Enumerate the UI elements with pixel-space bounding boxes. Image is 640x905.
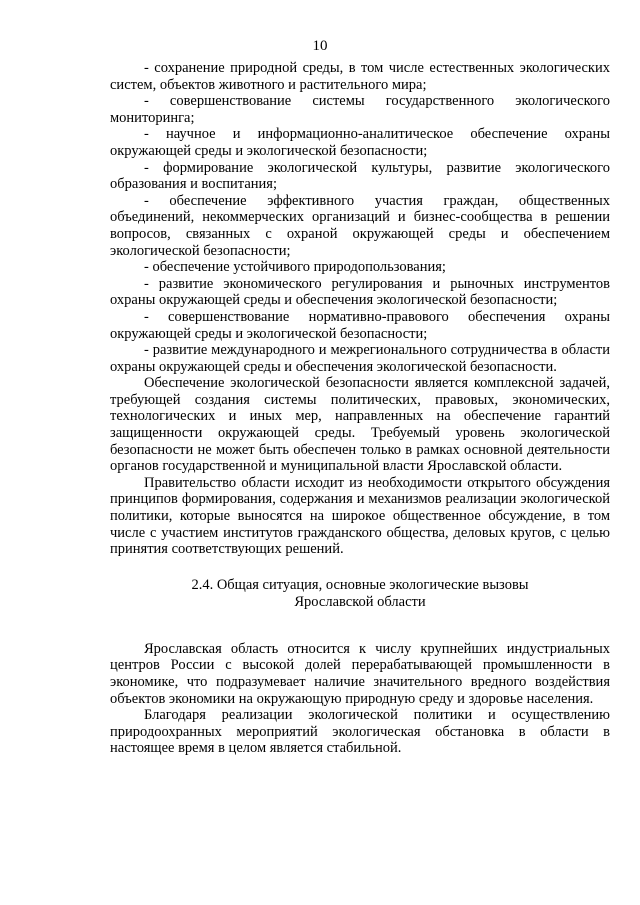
list-item: - обеспечение эффективного участия граждан, общественных объединений, некоммерческих организаций и бизнес-сообщества в решении вопросов, связанных с охраной окружающей среды и обеспечением экологической безопасности;: [110, 192, 610, 259]
list-item: - обеспечение устойчивого природопользования;: [144, 259, 446, 276]
section-heading-line: Ярославской области: [294, 593, 426, 610]
document-body: [110, 60, 610, 757]
list-item: - развитие международного и межрегионального сотрудничества в области охраны окружающей среды и обеспечения экологической безопасности.: [110, 342, 610, 375]
section-heading-line: 2.4. Общая ситуация, основные экологические вызовы: [191, 576, 529, 593]
list-item: - формирование экологической культуры, развитие экологического образования и воспитания;: [110, 159, 610, 193]
body-paragraph: Правительство области исходит из необходимости открытого обсуждения принципов формирования, содержания и механизмов реализации экологической политики, которые выносятся на широкое общественное обсуждение, в том числе с участием институтов гражданского общества, деловых кругов, с целью принятия соответствующих решений.: [110, 474, 610, 558]
body-paragraph: Благодаря реализации экологической политики и осуществлению природоохранных мероприятий экологическая обстановка в области в настоящее время в целом является стабильной.: [110, 707, 610, 757]
body-paragraph: Обеспечение экологической безопасности является комплексной задачей, требующей создания системы политических, правовых, экономических, технологических и иных мер, направленных на обеспечение гарантий защищенности окружающей среды. Требуемый уровень экологической безопасности не может быть обеспечен только в рамках основной деятельности органов государственной и муниципальной власти Ярославской области.: [110, 375, 610, 475]
list-item: - сохранение природной среды, в том числе естественных экологических систем, объектов животного и растительного мира;: [110, 60, 610, 93]
page-number: 10: [312, 38, 328, 54]
list-item: - совершенствование нормативно-правового обеспечения охраны окружающей среды и экологической безопасности;: [110, 308, 610, 342]
section-heading: [110, 577, 610, 611]
body-paragraph: Ярославская область относится к числу крупнейших индустриальных центров России с высокой долей перерабатывающей промышленности в экономике, что подразумевает наличие значительного вредного воздействия объектов экономики на окружающую природную среду и здоровье населения.: [110, 640, 610, 707]
list-item: - научное и информационно-аналитическое обеспечение охраны окружающей среды и экологической безопасности;: [110, 126, 610, 159]
list-item: - совершенствование системы государственного экологического мониторинга;: [110, 93, 610, 126]
list-item: - развитие экономического регулирования и рыночных инструментов охраны окружающей среды и обеспечения экологической безопасности;: [110, 275, 610, 309]
